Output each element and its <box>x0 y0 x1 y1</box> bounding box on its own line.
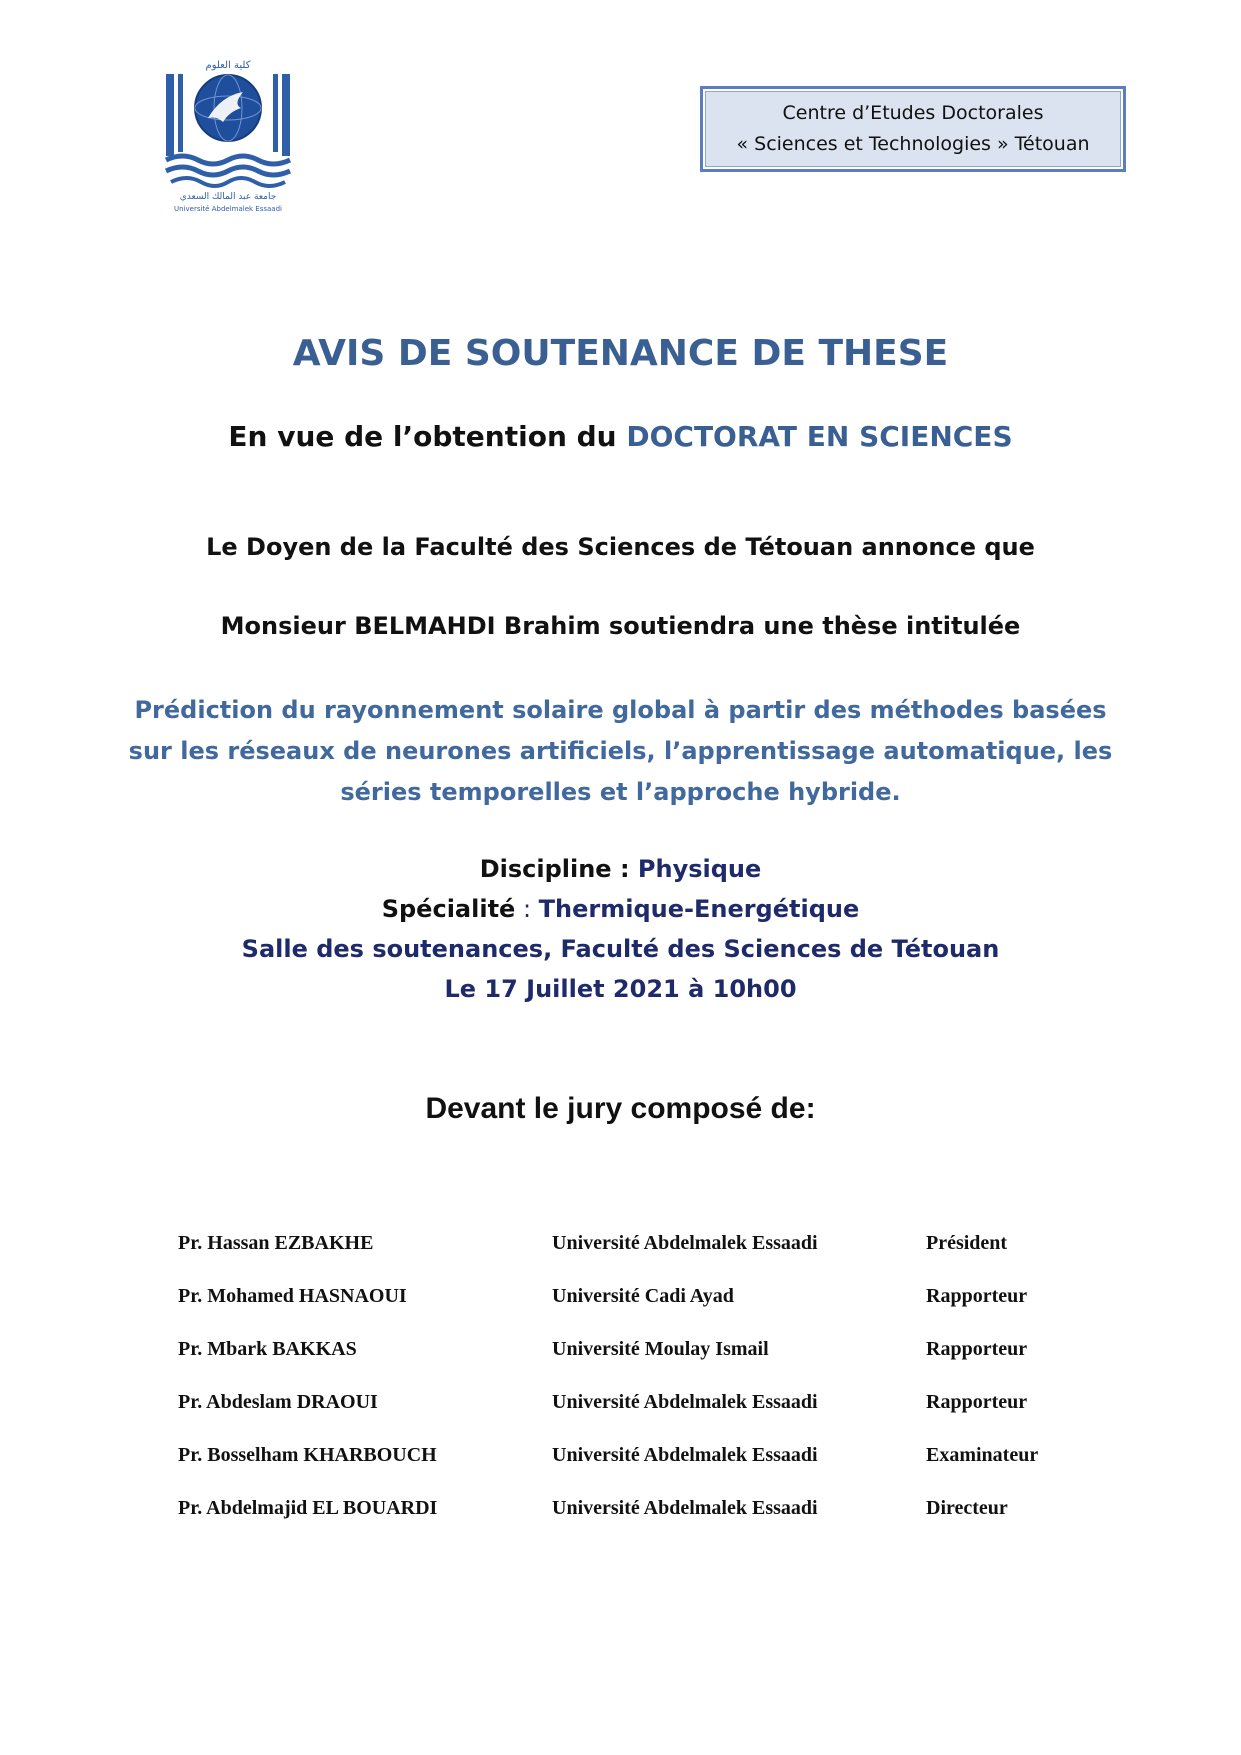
notice-title: AVIS DE SOUTENANCE DE THESE <box>292 333 949 374</box>
candidate-line: Monsieur BELMAHDI Brahim soutiendra une thèse intitulée <box>220 612 1021 640</box>
svg-text:كلية العلوم: كلية العلوم <box>205 60 251 71</box>
dean-announcement: Le Doyen de la Faculté des Sciences de Tétouan annonce que <box>206 533 1035 561</box>
discipline-line <box>0 855 1241 883</box>
thesis-title <box>110 690 1131 813</box>
jury-table <box>178 1232 1086 1550</box>
university-logo <box>163 56 293 216</box>
table-row <box>178 1497 1086 1550</box>
table-row <box>178 1285 1086 1338</box>
jury-member-role: Président <box>926 1232 1008 1254</box>
jury-heading: Devant le jury composé de: <box>425 1092 816 1125</box>
doctoral-centre-line1: Centre d’Etudes Doctorales <box>782 102 1044 124</box>
discipline-label: Discipline : <box>479 855 638 883</box>
jury-member-role: Rapporteur <box>926 1285 1028 1307</box>
speciality-label: Spécialité <box>381 895 516 923</box>
jury-member-institution: Université Abdelmalek Essaadi <box>552 1232 818 1254</box>
jury-member-role: Examinateur <box>926 1444 1039 1466</box>
defense-location: Salle des soutenances, Faculté des Sciences de Tétouan <box>241 935 1000 963</box>
table-row <box>178 1444 1086 1497</box>
thesis-title-line: Prédiction du rayonnement solaire global à partir des méthodes basées <box>134 696 1107 724</box>
jury-member-institution: Université Moulay Ismail <box>552 1338 769 1360</box>
jury-member-name: Pr. Hassan EZBAKHE <box>178 1232 374 1254</box>
discipline-value: Physique <box>637 855 762 883</box>
jury-member-name: Pr. Bosselham KHARBOUCH <box>178 1444 437 1466</box>
jury-member-role: Rapporteur <box>926 1338 1028 1360</box>
speciality-separator: : <box>515 895 539 923</box>
jury-member-name: Pr. Abdelmajid EL BOUARDI <box>178 1497 438 1519</box>
jury-member-role: Directeur <box>926 1497 1008 1519</box>
speciality-line <box>0 895 1241 923</box>
jury-member-institution: Université Abdelmalek Essaadi <box>552 1497 818 1519</box>
jury-member-name: Pr. Mbark BAKKAS <box>178 1338 357 1360</box>
doctoral-centre-line2: « Sciences et Technologies » Tétouan <box>736 133 1090 155</box>
svg-text:Université Abdelmalek Essaadi: Université Abdelmalek Essaadi <box>174 205 282 213</box>
degree-name: DOCTORAT EN SCIENCES <box>626 420 1013 453</box>
jury-member-name: Pr. Abdeslam DRAOUI <box>178 1391 378 1413</box>
speciality-value: Thermique-Energétique <box>538 895 860 923</box>
svg-text:جامعة عبد المالك السعدي: جامعة عبد المالك السعدي <box>179 192 277 202</box>
defense-date: Le 17 Juillet 2021 à 10h00 <box>444 975 797 1003</box>
notice-subtitle <box>0 420 1241 453</box>
doctoral-centre-box <box>700 86 1126 172</box>
jury-member-institution: Université Abdelmalek Essaadi <box>552 1444 818 1466</box>
jury-member-role: Rapporteur <box>926 1391 1028 1413</box>
thesis-title-line: sur les réseaux de neurones artificiels, l’apprentissage automatique, les <box>128 737 1113 765</box>
jury-member-institution: Université Cadi Ayad <box>552 1285 734 1307</box>
table-row <box>178 1338 1086 1391</box>
subtitle-prefix: En vue de l’obtention du <box>228 420 627 453</box>
table-row <box>178 1391 1086 1444</box>
jury-member-name: Pr. Mohamed HASNAOUI <box>178 1285 407 1307</box>
thesis-title-line: séries temporelles et l’approche hybride. <box>340 778 901 806</box>
jury-member-institution: Université Abdelmalek Essaadi <box>552 1391 818 1413</box>
table-row <box>178 1232 1086 1285</box>
